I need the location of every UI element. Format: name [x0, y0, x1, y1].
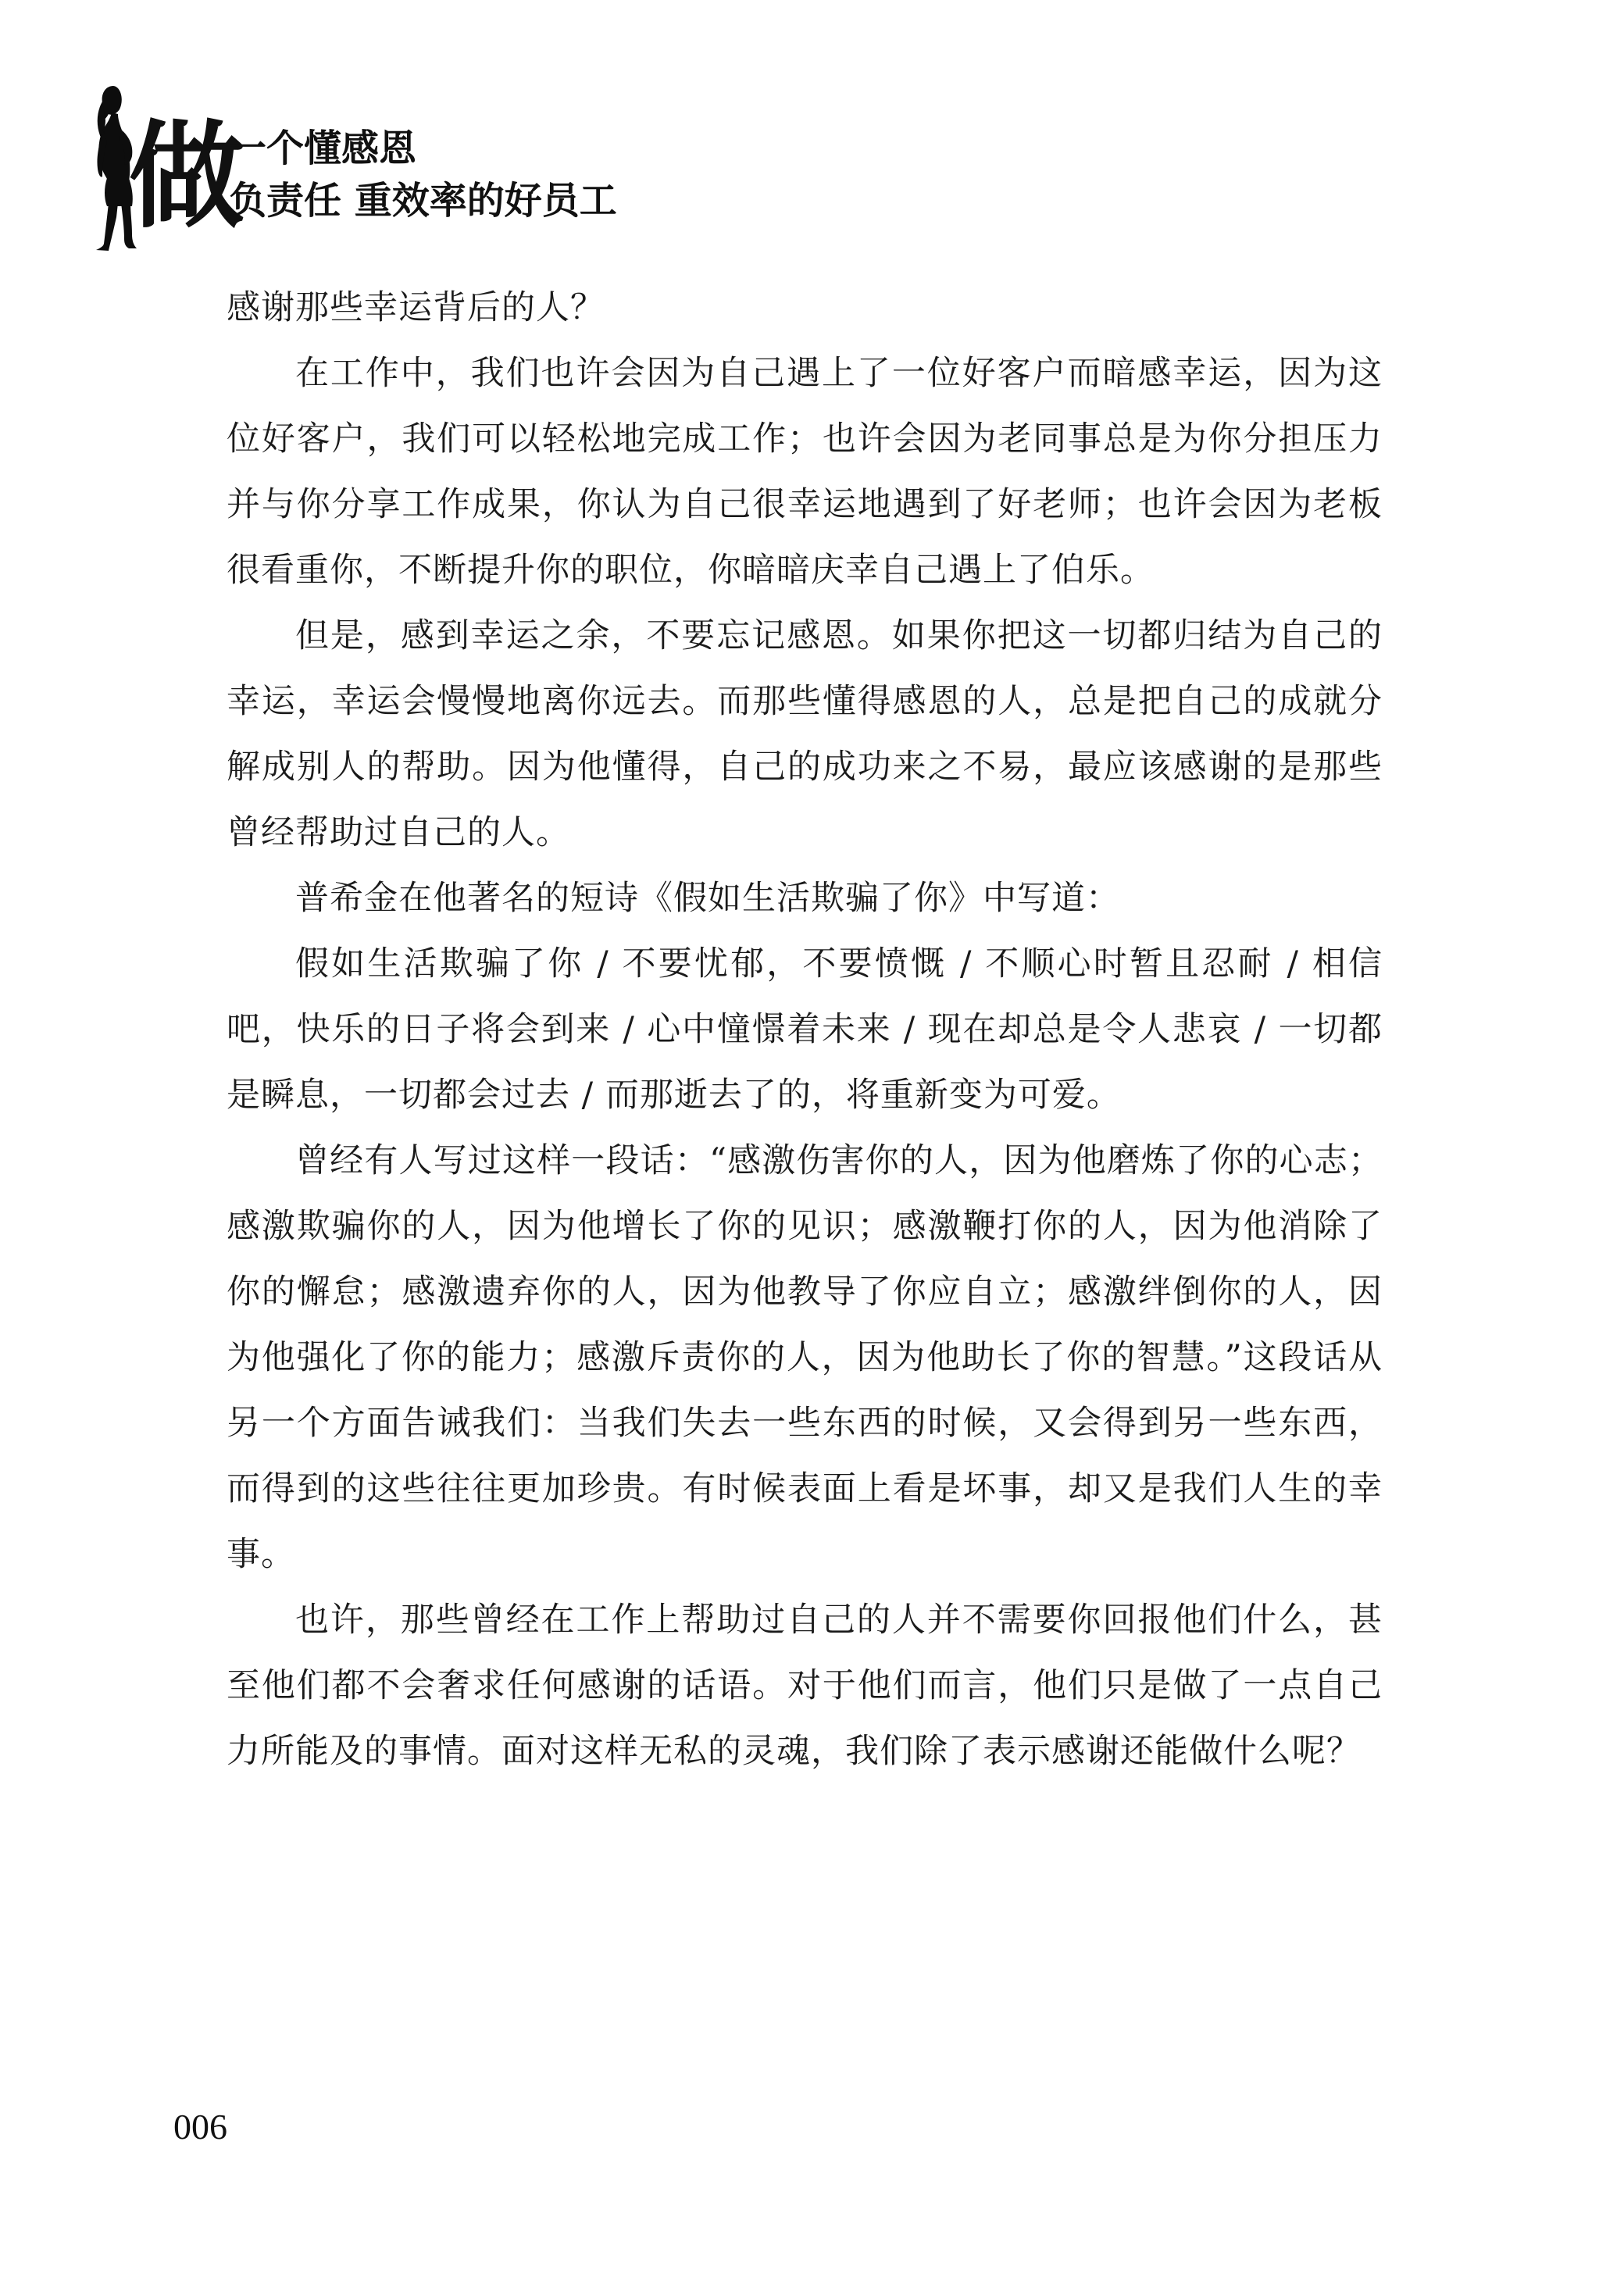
paragraph: 也许，那些曾经在工作上帮助过自己的人并不需要你回报他们什么，甚至他们都不会奢求任何感谢的话语。对于他们而言，他们只是做了一点自己力所能及的事情。面对这样无私的灵魂，我们除了表示感谢还能做什么呢？ — [227, 1601, 1383, 1771]
poem-paragraph: 假如生活欺骗了你 / 不要忧郁，不要愤慨 / 不顺心时暂且忍耐 / 相信吧，快乐的日子将会到来 / 心中憧憬着未来 / 现在却总是令人悲哀 / 一切都是瞬息，一切都会过去 / 而那逝去了的，将重新变为可爱。 — [227, 944, 1383, 1115]
header-title-line-1: 一个懂感恩 — [229, 127, 417, 170]
header-big-character: 做 — [129, 109, 241, 244]
paragraph: 感谢那些幸运背后的人？ — [227, 288, 605, 327]
running-header — [82, 78, 629, 258]
paragraph: 但是，感到幸运之余，不要忘记感恩。如果你把这一切都归结为自己的幸运，幸运会慢慢地离你远去。而那些懂得感恩的人，总是把自己的成就分解成别人的帮助。因为他懂得，自己的成功来之不易，最应该感谢的是那些曾经帮助过自己的人。 — [227, 616, 1383, 852]
paragraph: 在工作中，我们也许会因为自己遇上了一位好客户而暗感幸运，因为这位好客户，我们可以轻松地完成工作；也许会因为老同事总是为你分担压力并与你分享工作成果，你认为自己很幸运地遇到了好老师；也许会因为老板很看重你，不断提升你的职位，你暗暗庆幸自己遇上了伯乐。 — [227, 354, 1383, 590]
body-text — [227, 275, 1383, 1784]
paragraph: 曾经有人写过这样一段话：“感激伤害你的人，因为他磨炼了你的心志；感激欺骗你的人，因为他增长了你的见识；感激鞭打你的人，因为他消除了你的懈怠；感激遗弃你的人，因为他教导了你应自立；感激绊倒你的人，因为他强化了你的能力；感激斥责你的人，因为他助长了你的智慧。”这段话从另一个方面告诫我们：当我们失去一些东西的时候，又会得到另一些东西，而得到的这些往往更加珍贵。有时候表面上看是坏事，却又是我们人生的幸事。 — [227, 1141, 1383, 1574]
header-title-line-2: 负责任 重效率的好员工 — [229, 179, 617, 223]
paragraph: 普希金在他著名的短诗《假如生活欺骗了你》中写道： — [295, 879, 1120, 918]
page-number: 006 — [173, 2107, 227, 2147]
